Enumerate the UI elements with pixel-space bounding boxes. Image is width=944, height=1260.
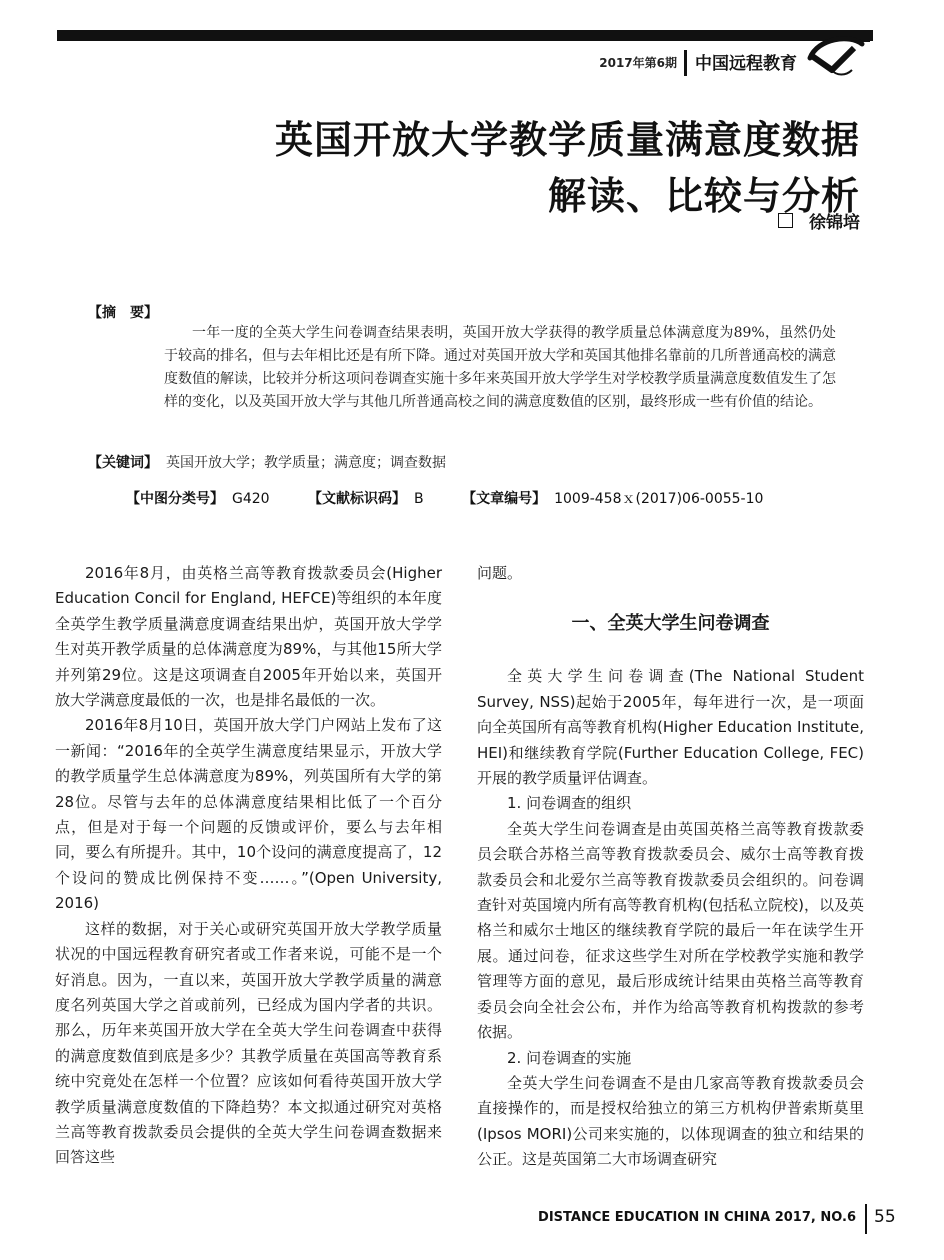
keywords-label: 【关键词】	[88, 455, 158, 471]
title-line-2: 解读、比较与分析	[547, 174, 860, 218]
author-name: 徐锦培	[809, 213, 860, 233]
header-rule	[57, 30, 873, 41]
header-divider	[684, 50, 687, 76]
journal-name: 中国远程教育	[695, 54, 797, 74]
abstract-label: 【摘 要】	[88, 305, 158, 321]
clc-value: G420	[232, 491, 270, 507]
article-number-label: 【文章编号】	[462, 491, 547, 507]
clc-label: 【中图分类号】	[126, 491, 224, 507]
paragraph-continuation: 问题。	[477, 564, 523, 582]
author-box-icon	[778, 213, 793, 228]
author-line	[778, 208, 860, 233]
left-column	[55, 561, 442, 1171]
article-number-value: 1009-458ｘ(2017)06-0055-10	[554, 491, 764, 507]
paragraph: 这样的数据，对于关心或研究英国开放大学教学质量状况的中国远程教育研究者或工作者来说，可能不是一个好消息。因为，一直以来，英国开放大学教学质量的满意度名列英国大学之首或前列，已经成为国内学者的共识。那么，历年来英国开放大学在全英大学生问卷调查中获得的满意度数值到底是多少？其教学质量在英国高等教育系统中究竟处在怎样一个位置？应该如何看待英国开放大学教学质量满意度数值的下降趋势？本文拟通过研究对英格兰高等教育拨款委员会提供的全英大学生问卷调查数据来回答这些	[55, 919, 442, 1167]
right-column	[477, 561, 864, 1173]
title-line-1: 英国开放大学教学质量满意度数据	[274, 118, 860, 162]
subheading: 2. 问卷调查的实施	[507, 1048, 632, 1067]
paragraph: 全英大学生问卷调查(The National Student Survey, NSS)起始于2005年，每年进行一次，是一项面向全英国所有高等教育机构(Higher Education Institute, HEI)和继续教育学院(Further Education College, FEC)开展的教学质量评估调查。	[477, 667, 864, 788]
paragraph: 2016年8月，由英格兰高等教育拨款委员会(Higher Education Concil for England, HEFCE)等组织的本年度全英学生教学质量满意度调查结果出炉，英国开放大学学生对英开教学质量的总体满意度为89%，与其他15所大学并列第29位。这是这项调查自2005年开始以来，英国开放大学满意度最低的一次，也是排名最低的一次。	[55, 564, 442, 710]
paragraph: 全英大学生问卷调查是由英国英格兰高等教育拨款委员会联合苏格兰高等教育拨款委员会、威尔士高等教育拨款委员会和北爱尔兰高等教育拨款委员会组织的。问卷调查针对英国境内所有高等教育机构(包括私立院校)，以及英格兰和威尔士地区的继续教育学院的最后一年在读学生开展。通过问卷，征求这些学生对所在学校教学实施和教学管理等方面的意见，最后形成统计结果由英格兰高等教育委员会向全社会公布，并作为给高等教育机构拨款的参考依据。	[477, 819, 864, 1042]
keywords-line	[88, 452, 446, 472]
page-footer	[0, 1208, 944, 1238]
doc-code-label: 【文献标识码】	[308, 491, 407, 507]
article-title	[275, 112, 860, 224]
section-heading: 一、全英大学生问卷调查	[571, 613, 770, 635]
page-number: 55	[874, 1207, 896, 1227]
keywords-text: 英国开放大学；教学质量；满意度；调查数据	[166, 455, 446, 471]
journal-logo-icon	[806, 30, 876, 80]
paragraph: 2016年8月10日，英国开放大学门户网站上发布了这一新闻：“2016年的全英学生满意度结果显示，开放大学的教学质量学生总体满意度为89%，列英国所有大学的第28位。尽管与去年的总体满意度结果相比低了一个百分点，但是对于每一个问题的反馈或评价，要么与去年相同，要么有所提升。其中，10个设问的满意度提高了，12个设问的赞成比例保持不变……。”(Open University, 2016)	[55, 716, 442, 913]
running-header	[0, 44, 873, 80]
abstract-text: 一年一度的全英大学生问卷调查结果表明，英国开放大学获得的教学质量总体满意度为89%，虽然仍处于较高的排名，但与去年相比还是有所下降。通过对英国开放大学和英国其他排名靠前的几所普通高校的满意度数值的解读，比较并分析这项问卷调查实施十多年来英国开放大学学生对学校教学质量满意度数值发生了怎样的变化，以及英国开放大学与其他几所普通高校之间的满意度数值的区别，最终形成一些有价值的结论。	[164, 325, 836, 410]
footer-divider	[865, 1204, 867, 1234]
subheading: 1. 问卷调查的组织	[507, 794, 632, 813]
doc-code-value: B	[414, 491, 424, 507]
paragraph: 全英大学生问卷调查不是由几家高等教育拨款委员会直接操作的，而是授权给独立的第三方机构伊普索斯莫里(Ipsos MORI)公司来实施的，以体现调查的独立和结果的公正。这是英国第二大市场调查研究	[477, 1073, 864, 1169]
issue-label: 2017年第6期	[599, 56, 677, 70]
footer-journal: DISTANCE EDUCATION IN CHINA 2017, NO.6	[538, 1210, 856, 1225]
classification-line	[126, 488, 797, 508]
